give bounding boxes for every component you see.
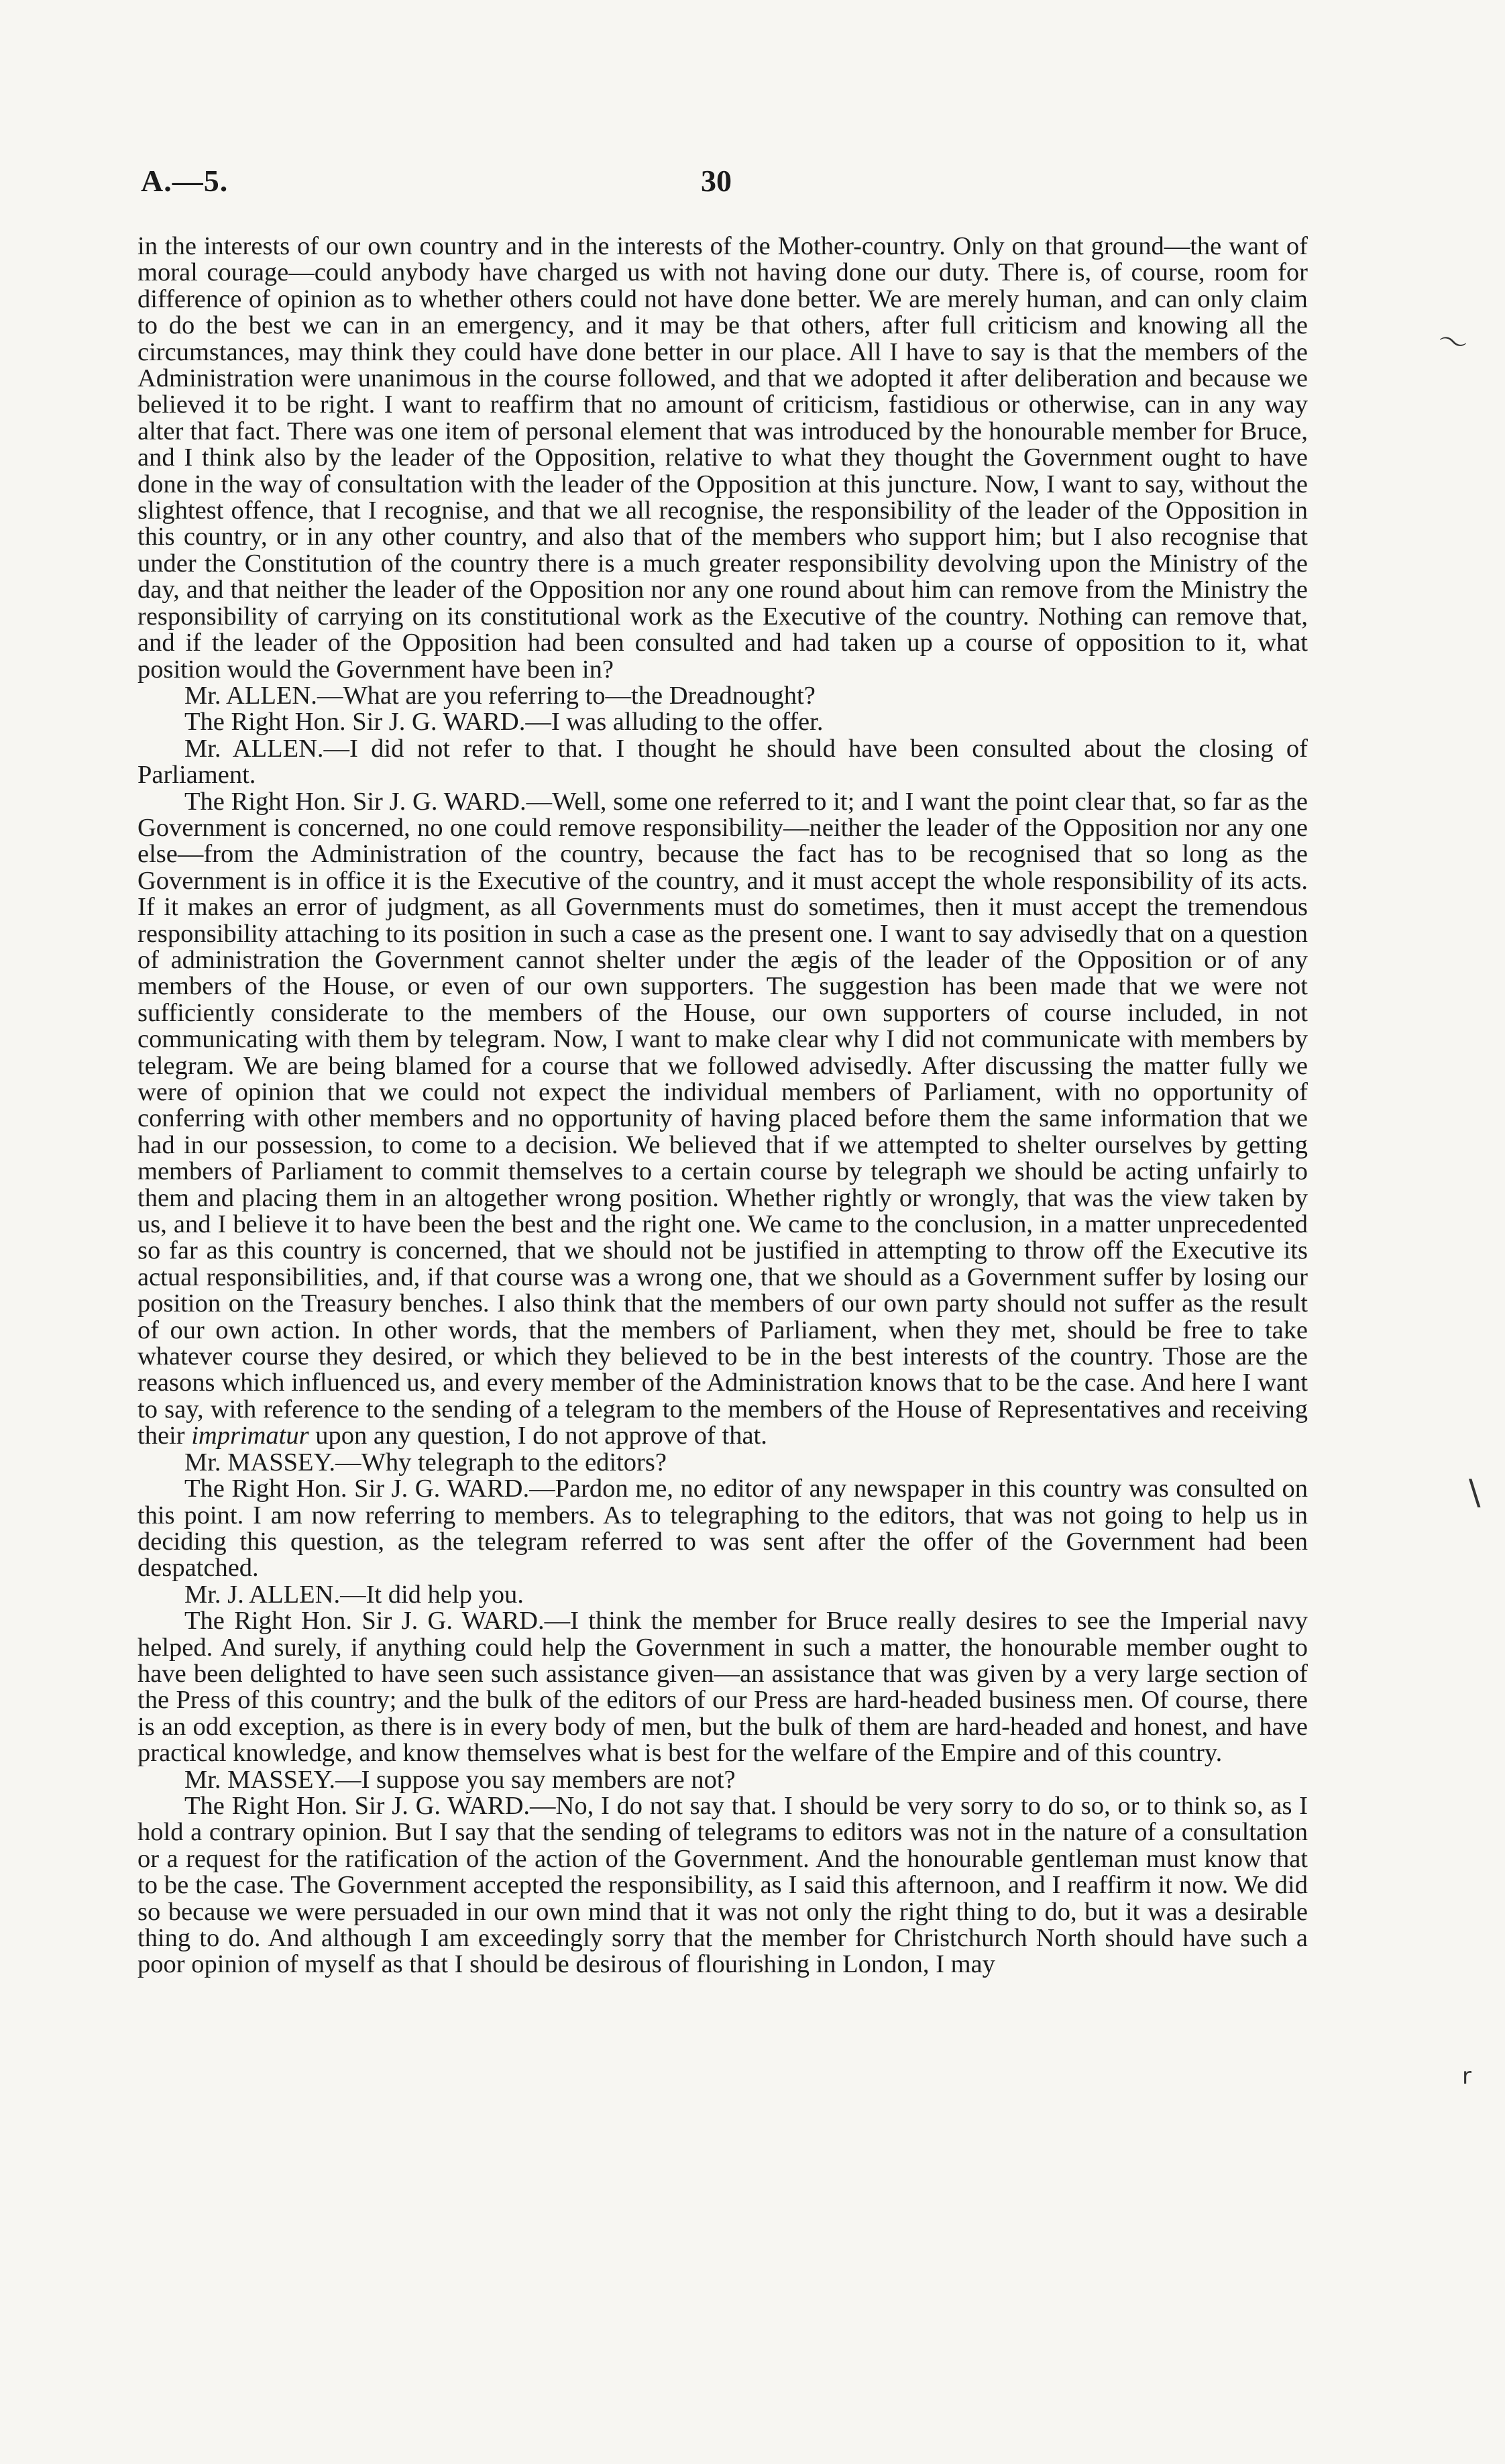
paragraph-massey-interjection: Mr. MASSEY.—Why telegraph to the editors? <box>184 1448 667 1477</box>
paragraph-allen-interjection: Mr. ALLEN.—I did not refer to that. I thought he should have been consulted about the closing of Parliament. <box>137 734 1308 790</box>
ward-speech-end: upon any question, I do not approve of that. <box>309 1422 767 1450</box>
imprimatur-term: imprimatur <box>191 1422 309 1450</box>
margin-mark: \ <box>1469 1472 1481 1513</box>
paragraph-ward-reply: The Right Hon. Sir J. G. WARD.—Pardon me, no editor of any newspaper in this country was consulted on this point. I am now referring to members. As to telegraphing to the editors, that was not going to help us in deciding this question, as the telegram referred to was sent after the offer of the Government had been despatched. <box>137 1475 1308 1583</box>
paragraph-allen-interjection: Mr. J. ALLEN.—It did help you. <box>184 1580 524 1609</box>
ward-speech-text: The Right Hon. Sir J. G. WARD.—Well, some one referred to it; and I want the point clear that, so far as the Government is concerned, no one could remove responsibility—neither the leader of the Opposition nor any one else—from the Administration of the country, because the fact has to be recognised that so long as the Government is in office it is the Executive of the country, and it must accept the whole responsibility of its acts. If it makes an error of judgment, as all Governments must do sometimes, then it must accept the tremendous responsibility attaching to its position in such a case as the present one. I want to say advisedly that on a question of administration the Government cannot shelter under the ægis of the leader of the Opposition or of any members of the House, or even of our own supporters. The suggestion has been made that we were not sufficiently considerate to the members of the House, our own supporters of course included, in not communicating with them by telegram. Now, I want to make clear why I did not communicate with members by telegram. We are being blamed for a course that we followed advisedly. After discussing the matter fully we were of opinion that we could not expect the individual members of Parliament, with no opportunity of conferring with other members and no opportunity of having placed before them the same information that we had in our possession, to come to a decision. We believed that if we attempted to shelter ourselves by getting members of Parliament to commit themselves to a certain course by telegraph we should be acting unfairly to them and placing them in an altogether wrong position. Whether rightly or wrongly, that was the view taken by us, and I believe it to have been the best and the right one. We came to the conclusion, in a matter unprecedented so far as this country is concerned, that we should not be justified in attempting to throw off the Executive its actual responsibilities, and, if that course was a wrong one, that we should as a Government suffer by losing our position on the Treasury benches. I also think that the members of our own party should not suffer as the result of our own action. In other words, that the members of Parliament, when they met, should be free to take whatever course they desired, or which they believed to be in the best interests of the country. Those are the reasons which influenced us, and every member of the Administration knows that to be the case. And here I want to say, with reference to the sending of a telegram to the members of the House of Representatives and receiving their <box>137 787 1308 1450</box>
paragraph-ward-speech: The Right Hon. Sir J. G. WARD.—No, I do not say that. I should be very sorry to do so, or to think so, as I hold a contrary opinion. But I say that the sending of telegrams to editors was not in the nature of a consultation or a request for the ratification of the action of the Government. And the honourable gentleman must know that to be the case. The Government accepted the responsibility, as I said this afternoon, and I reaffirm it now. We did so because we were persuaded in our own mind that it was not only the right thing to do, but it was a desirable thing to do. And although I am exceedingly sorry that the member for Christchurch North should have such a poor opinion of myself as that I should be desirous of flourishing in London, I may <box>137 1791 1308 1979</box>
paragraph-ward-continued: in the interests of our own country and in the interests of the Mother-country. Only on that ground—the want of moral courage—could anybody have charged us with not having done our duty. There is, of course, room for difference of opinion as to whether others could not have done better. We are merely human, and can only claim to do the best we can in an emergency, and it may be that others, after full criticism and knowing all the circumstances, may think they could have done better in our place. All I have to say is that the members of the Administration were unanimous in the course followed, and that we adopted it after deliberation and because we believed it to be right. I want to reaffirm that no amount of criticism, fastidious or otherwise, can in any way alter that fact. There was one item of personal element that was introduced by the honourable member for Bruce, and I think also by the leader of the Opposition, relative to what they thought the Government ought to have done in the way of consultation with the leader of the Opposition at this juncture. Now, I want to say, without the slightest offence, that I recognise, and that we all recognise, the responsibility of the leader of the Opposition in this country, or in any other country, and also that of the members who support him; but I also recognise that under the Constitution of the country there is a much greater responsibility devolving upon the Ministry of the day, and that neither the leader of the Opposition nor any one round about him can remove from the Ministry the responsibility of carrying on its constitutional work as the Executive of the country. Nothing can remove that, and if the leader of the Opposition had been consulted and had taken up a course of opposition to it, what position would the Government have been in? <box>137 232 1308 684</box>
margin-mark: r <box>1462 2063 1471 2090</box>
paragraph-ward-reply: The Right Hon. Sir J. G. WARD.—I was alluding to the offer. <box>184 708 824 737</box>
paragraph-ward-speech: The Right Hon. Sir J. G. WARD.—I think the member for Bruce really desires to see the Imperial navy helped. And surely, if anything could help the Government in such a matter, the honourable member ought to have been delighted to have seen such assistance given—an assistance that was given by a very large section of the Press of this country; and the bulk of the editors of our Press are hard-headed business men. Of course, there is an odd exception, as there is in every body of men, but the bulk of them are hard-headed and honest, and have practical knowledge, and know themselves what is best for the welfare of the Empire and of this country. <box>137 1607 1308 1768</box>
paragraph-allen-interjection: Mr. ALLEN.—What are you referring to—the Dreadnought? <box>184 681 816 710</box>
paragraph-massey-interjection: Mr. MASSEY.—I suppose you say members are not? <box>184 1765 736 1794</box>
hansard-text <box>137 233 1308 1978</box>
page-number: 30 <box>701 164 732 198</box>
page-reference: A.—5. <box>141 164 229 198</box>
margin-mark: 〜 <box>1433 323 1471 364</box>
paragraph-ward-speech <box>137 789 1308 1450</box>
